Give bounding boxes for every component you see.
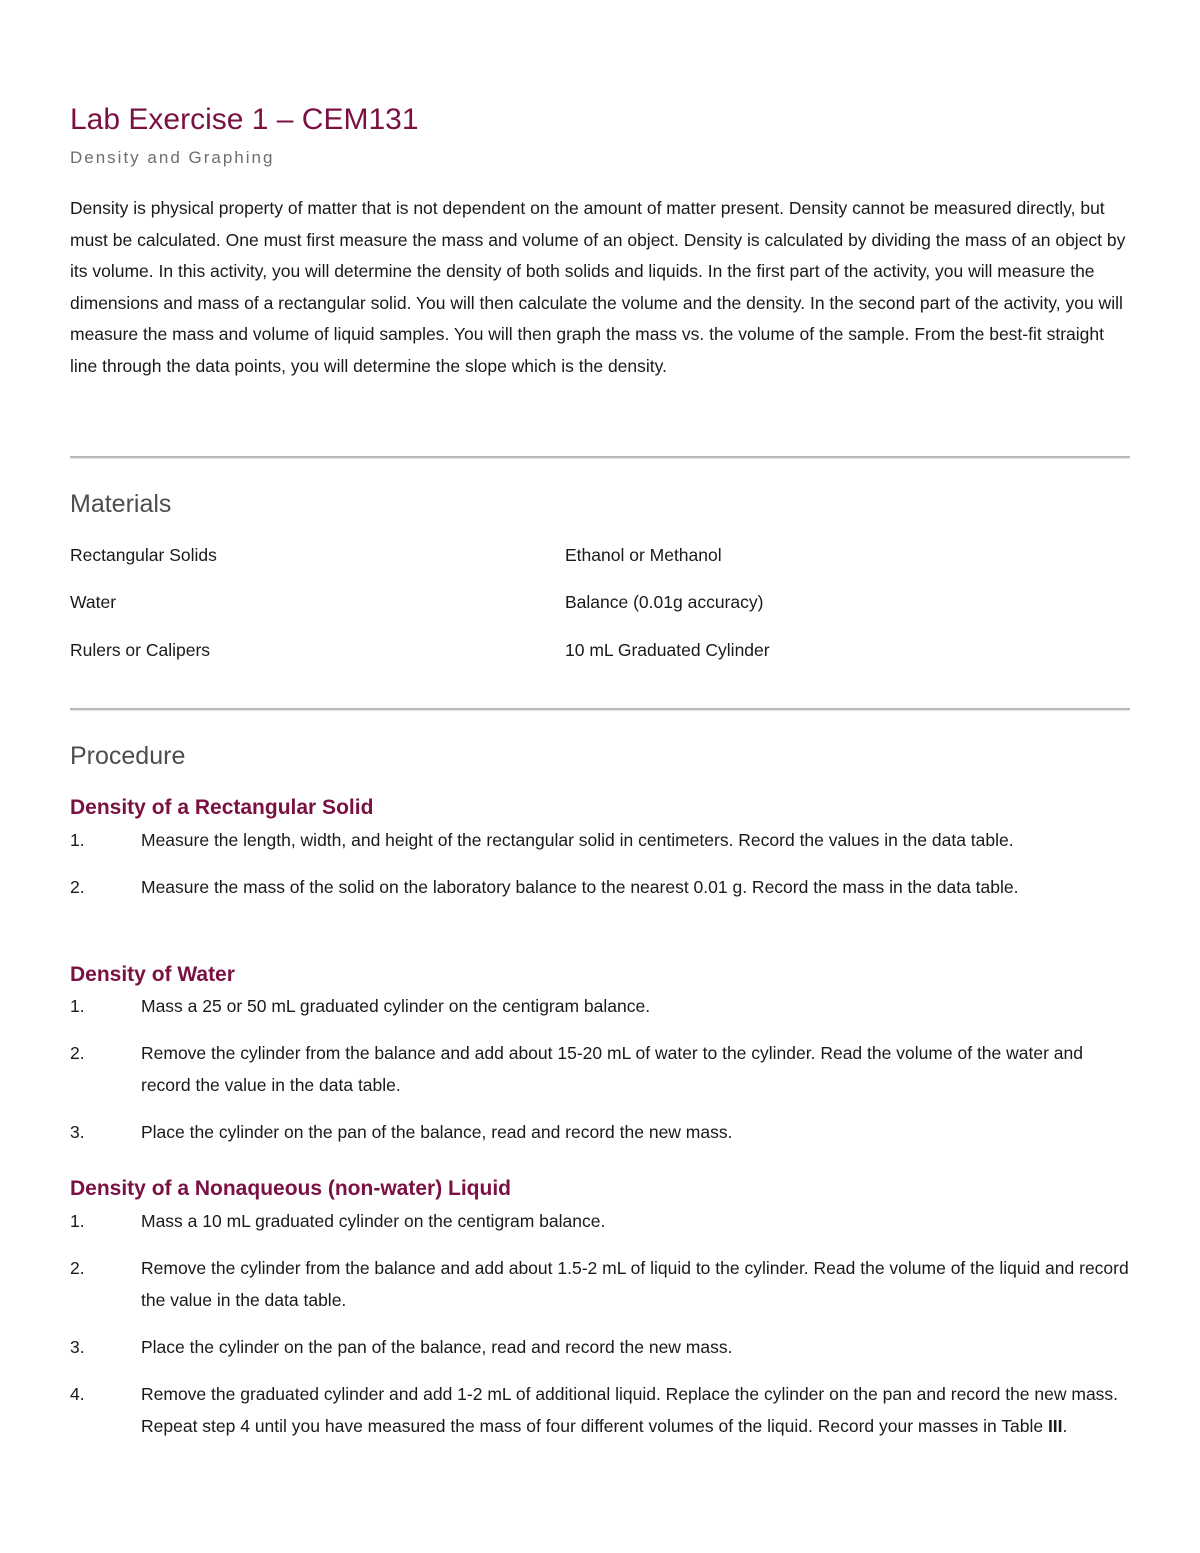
subsection-heading-liquid: Density of a Nonaqueous (non-water) Liquid: [70, 1177, 511, 1200]
step-text-tail: .: [1062, 1415, 1068, 1436]
procedure-heading: Procedure: [70, 742, 186, 770]
page-subtitle: Density and Graphing: [70, 148, 275, 167]
subsection-heading-solid: Density of a Rectangular Solid: [70, 796, 374, 819]
material-item: Balance (0.01g accuracy): [565, 592, 764, 612]
subsection-heading-water: Density of Water: [70, 963, 235, 986]
step-text: Place the cylinder on the pan of the balance, read and record the new mass.: [141, 1122, 733, 1142]
step-number: 2.: [70, 1043, 85, 1063]
step-number: 1.: [70, 996, 85, 1016]
step-text: Remove the cylinder from the balance and add about 15-20 mL of water to the cylinder. Read the volume of the water and record the value in the data table.: [141, 1043, 1083, 1095]
material-item: Rectangular Solids: [70, 545, 217, 565]
step-text: Measure the mass of the solid on the laboratory balance to the nearest 0.01 g. Record the mass in the data table.: [141, 877, 1019, 897]
intro-paragraph: Density is physical property of matter that is not dependent on the amount of matter present. Density cannot be measured directly, but must be calculated. One must first measure the mass and volume of an object. Density is calculated by dividing the mass of an object by its volume. In this activity, you will determine the density of both solids and liquids. In the first part of the activity, you will measure the dimensions and mass of a rectangular solid. You will then calculate the volume and the density. In the second part of the activity, you will measure the mass and volume of liquid samples. You will then graph the mass vs. the volume of the sample. From the best-fit straight line through the data points, you will determine the slope which is the density.: [70, 198, 1126, 376]
step-text: Mass a 10 mL graduated cylinder on the centigram balance.: [141, 1211, 606, 1231]
step-text: [141, 1379, 1130, 1442]
step-number: 1.: [70, 1211, 85, 1231]
materials-heading: Materials: [70, 490, 172, 518]
step-number: 4.: [70, 1384, 85, 1404]
step-text: Mass a 25 or 50 mL graduated cylinder on the centigram balance.: [141, 996, 651, 1016]
step-text: Remove the cylinder from the balance and add about 1.5-2 mL of liquid to the cylinder. Read the volume of the liquid and record the value in the data table.: [141, 1258, 1129, 1310]
material-item: 10 mL Graduated Cylinder: [565, 640, 770, 660]
step-number: 3.: [70, 1122, 85, 1142]
section-divider: [70, 708, 1130, 710]
step-number: 2.: [70, 1258, 85, 1278]
step-text: Place the cylinder on the pan of the balance, read and record the new mass.: [141, 1337, 733, 1357]
material-item: Rulers or Calipers: [70, 640, 211, 660]
step-text-main: Remove the graduated cylinder and add 1-2 mL of additional liquid. Replace the cylinder on the pan and record the new mass. Repeat step 4 until you have measured the mass of four different volumes of the liquid. Record your masses in Table: [141, 1384, 1119, 1436]
step-number: 1.: [70, 830, 85, 850]
section-divider: [70, 456, 1130, 458]
table-reference: III: [1047, 1415, 1063, 1436]
page-title: Lab Exercise 1 – CEM131: [70, 103, 419, 136]
step-number: 3.: [70, 1337, 85, 1357]
step-text: Measure the length, width, and height of the rectangular solid in centimeters. Record the values in the data table.: [141, 830, 1014, 850]
step-number: 2.: [70, 877, 85, 897]
material-item: Water: [70, 592, 117, 612]
material-item: Ethanol or Methanol: [565, 545, 722, 565]
